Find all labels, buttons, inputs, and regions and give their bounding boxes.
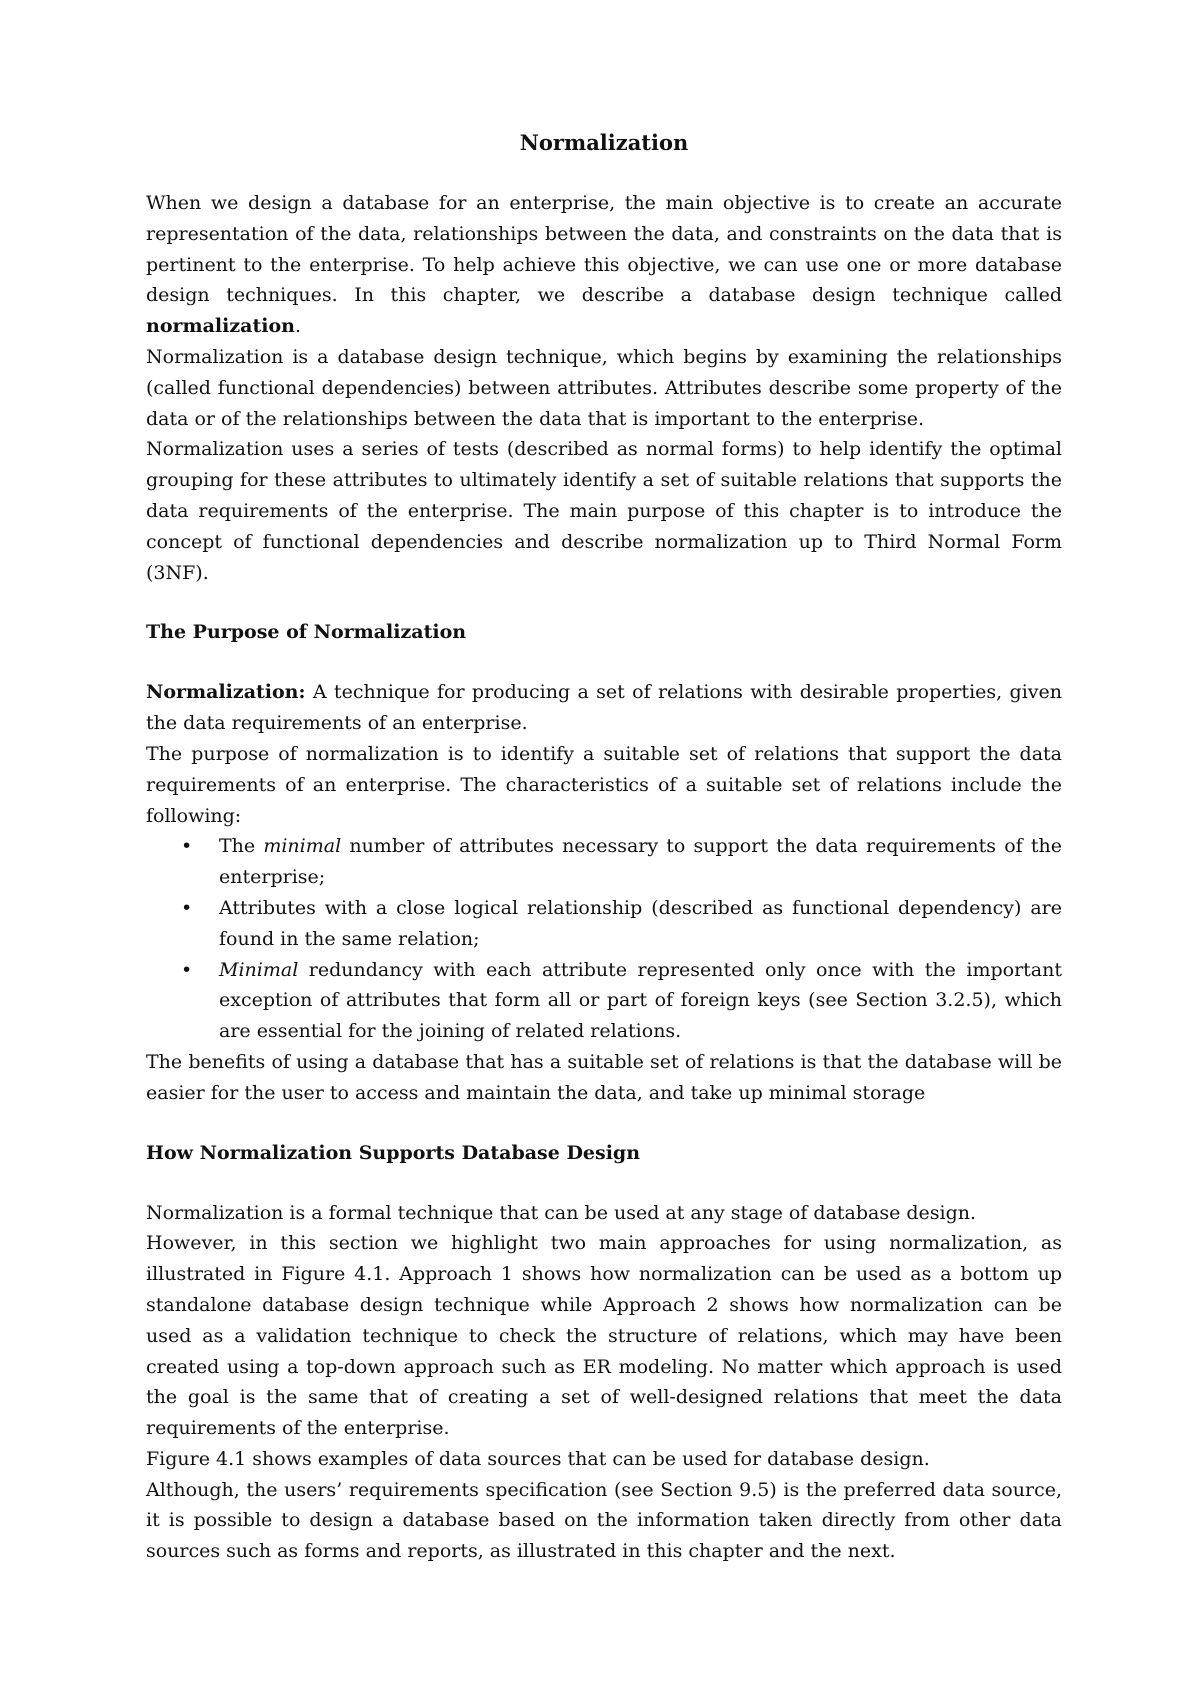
purpose-paragraph: The purpose of normalization is to identify a suitable set of relations that support the data requirements of an enterprise. The characteristics of a suitable set of relations include the following: (146, 742, 1062, 827)
list-item (181, 893, 1062, 955)
definition-term: Normalization: (146, 681, 306, 704)
list-item-text: redundancy with each attribute represented only once with the important exception of attributes that form all or part of foreign keys (see Section 3.2.5), which are essential for the joining of related relations. (219, 958, 1062, 1043)
list-item (181, 831, 1062, 893)
bullet-icon: • (181, 958, 193, 981)
intro-paragraph-1-end: . (294, 315, 301, 338)
section-heading-database-design: How Normalization Supports Database Design (146, 1141, 641, 1164)
design-paragraph-4: Although, the users’ requirements specification (see Section 9.5) is the preferred data source, it is possible to design a database based on the information taken directly from other data sources such as forms and reports, as illustrated in this chapter and the next. (146, 1478, 1062, 1563)
normalization-keyword: normalization (146, 315, 295, 338)
list-item-emphasis: minimal (263, 835, 342, 858)
intro-paragraph-3: Normalization uses a series of tests (described as normal forms) to help identify the optimal grouping for these attributes to ultimately identify a set of suitable relations that supports the data requirements of the enterprise. The main purpose of this chapter is to introduce the concept of functional dependencies and describe normalization up to Third Normal Form (3NF). (146, 438, 1062, 584)
intro-paragraph-1-text: When we design a database for an enterprise, the main objective is to create an accurate representation of the data, relationships between the data, and constraints on the data that is pertinent to the enterprise. To help achieve this objective, we can use one or more database design techniques. In this chapter, we describe a database design technique called (146, 192, 1062, 307)
list-item (181, 955, 1062, 1047)
characteristics-list (146, 831, 1062, 1047)
bullet-icon: • (181, 896, 193, 919)
section-heading-purpose: The Purpose of Normalization (146, 621, 467, 644)
list-item-text: Attributes with a close logical relationship (described as functional dependency) are found in the same relation; (219, 896, 1062, 950)
list-item-emphasis: Minimal (219, 958, 299, 981)
list-item-text: The (219, 835, 264, 858)
definition-text: A technique for producing a set of relations with desirable properties, given the data requirements of an enterprise. (146, 681, 1062, 735)
benefits-paragraph: The benefits of using a database that has a suitable set of relations is that the database will be easier for the user to access and maintain the data, and take up minimal storage (146, 1050, 1062, 1104)
document-page (146, 128, 1062, 1567)
design-paragraph-3: Figure 4.1 shows examples of data sources that can be used for database design. (146, 1447, 930, 1470)
design-paragraph-1: Normalization is a formal technique that can be used at any stage of database design. (146, 1201, 977, 1224)
definition-paragraph (146, 677, 1062, 739)
intro-paragraph-2: Normalization is a database design technique, which begins by examining the relationships (called functional dependencies) between attributes. Attributes describe some property of the data or of the relationships between the data that is important to the enterprise. (146, 345, 1062, 430)
intro-paragraph-1 (146, 188, 1062, 342)
design-paragraph-2: However, in this section we highlight two main approaches for using normalization, as illustrated in Figure 4.1. Approach 1 shows how normalization can be used as a bottom up standalone database design technique while Approach 2 shows how normalization can be used as a validation technique to check the structure of relations, which may have been created using a top-down approach such as ER modeling. No matter which approach is used the goal is the same that of creating a set of well-designed relations that meet the data requirements of the enterprise. (146, 1232, 1062, 1440)
list-item-text: number of attributes necessary to support the data requirements of the enterprise; (219, 835, 1062, 889)
page-title: Normalization (519, 130, 689, 155)
bullet-icon: • (181, 835, 193, 858)
